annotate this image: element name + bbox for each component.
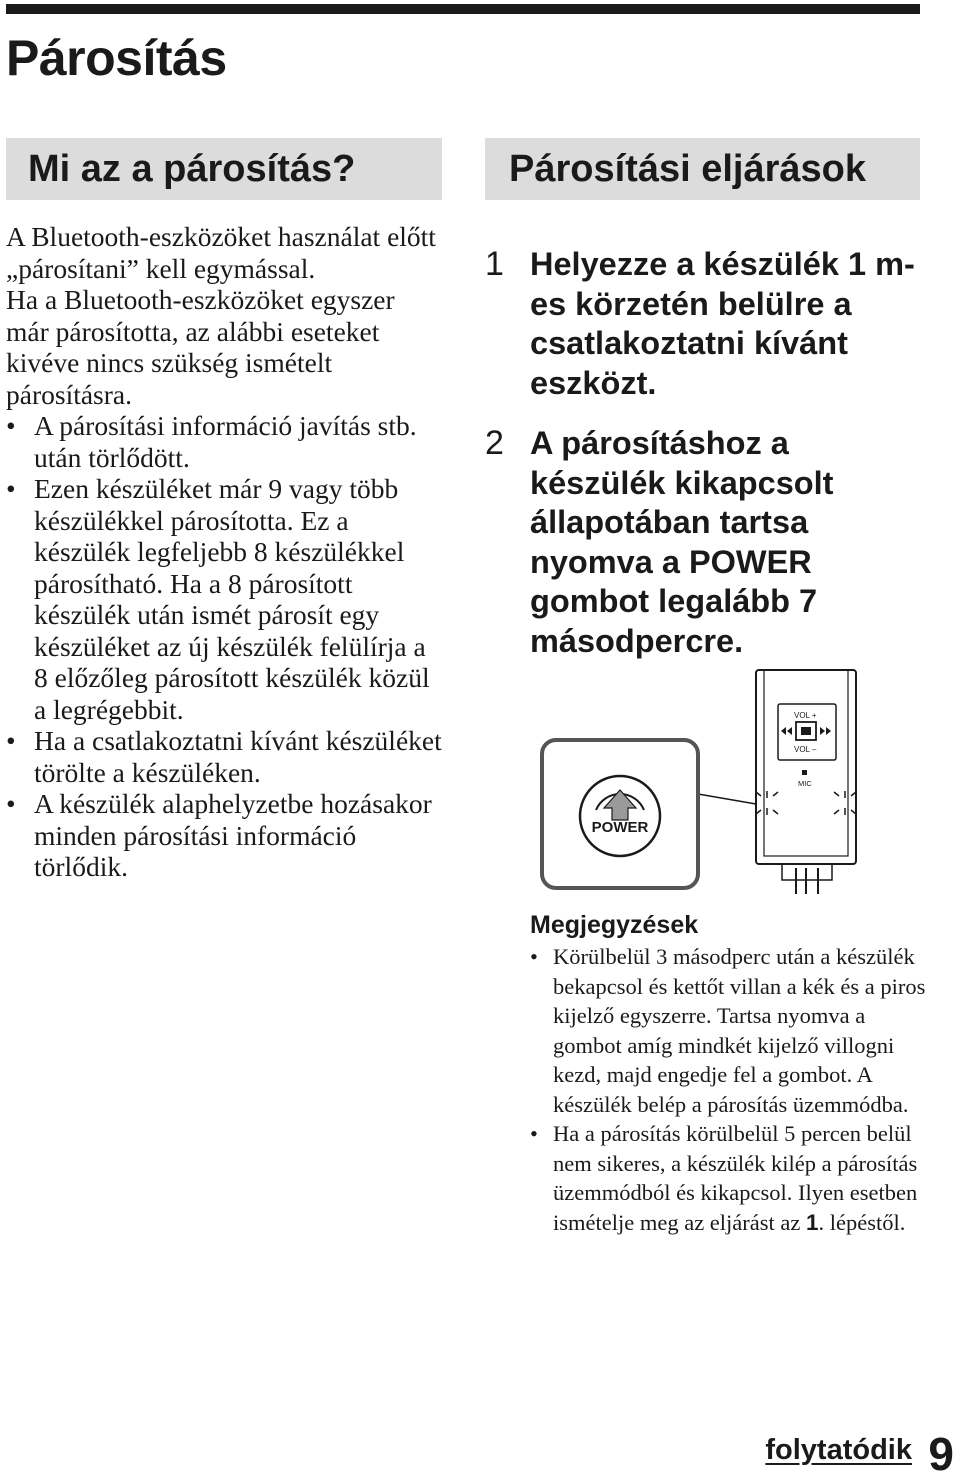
notes-title: Megjegyzések bbox=[530, 911, 699, 939]
list-item bbox=[530, 942, 930, 1119]
list-item bbox=[6, 725, 444, 788]
mic-icon bbox=[802, 770, 807, 775]
bullet-icon: • bbox=[6, 725, 16, 756]
list-item-text: Ezen készüléket már 9 vagy több készülékkel párosította. Ez a készülék legfeljebb 8 készülékkel párosítható. Ha a 8 párosított készülék után ismét párosít egy készüléket az új készülék felülírja a 8 előzőleg párosított készülék közül a legrégebbit. bbox=[34, 473, 430, 725]
mic-label: MIC bbox=[798, 779, 812, 788]
power-label: POWER bbox=[591, 819, 649, 836]
note-text: . lépéstől. bbox=[818, 1209, 906, 1235]
vol-minus-label: VOL – bbox=[794, 745, 817, 754]
intro-paragraph: A Bluetooth-eszközöket használat előtt „párosítani” kell egymással. bbox=[6, 221, 436, 284]
page-title: Párosítás bbox=[6, 30, 227, 86]
bullet-icon: • bbox=[6, 410, 16, 441]
list-item bbox=[6, 410, 444, 473]
bullet-icon: • bbox=[6, 788, 16, 819]
step-text: A párosításhoz a készülék kikapcsolt állapotában tartsa nyomva a POWER gombot legalább 7 másodpercre. bbox=[530, 425, 834, 659]
vol-plus-label: VOL + bbox=[794, 711, 817, 720]
intro-paragraph: Ha a Bluetooth-eszközöket egyszer már párosította, az alábbi eseteket kivéve nincs szükség ismételt párosításra. bbox=[6, 284, 395, 410]
step-reference: 1 bbox=[806, 1209, 819, 1235]
section-heading-pairing-procedures: Párosítási eljárások bbox=[485, 138, 920, 200]
list-item bbox=[6, 473, 444, 725]
list-item-text: Ha a csatlakoztatni kívánt készüléket törölte a készüléken. bbox=[34, 725, 442, 788]
left-column bbox=[6, 221, 444, 883]
notes-list bbox=[530, 942, 930, 1237]
step-number: 2 bbox=[485, 424, 504, 462]
bullet-icon: • bbox=[530, 1121, 538, 1146]
list-item-text: A készülék alaphelyzetbe hozásakor minden párosítási információ törlődik. bbox=[34, 788, 432, 882]
bullet-icon: • bbox=[530, 944, 538, 969]
top-rule bbox=[6, 4, 920, 14]
conditions-list bbox=[6, 410, 444, 883]
step-text: Helyezze a készülék 1 m-es körzetén belülre a csatlakoztatni kívánt eszközt. bbox=[530, 246, 915, 401]
callout-line bbox=[698, 794, 756, 804]
notes-section bbox=[530, 910, 930, 1237]
continued-label: folytatódik bbox=[765, 1434, 912, 1466]
section-heading-what-is-pairing: Mi az a párosítás? bbox=[6, 138, 442, 200]
power-button-illustration bbox=[530, 668, 870, 898]
list-item bbox=[6, 788, 444, 883]
list-item-text: A párosítási információ javítás stb. után törlődött. bbox=[34, 410, 417, 473]
step-number: 1 bbox=[485, 245, 504, 283]
list-item bbox=[530, 1119, 930, 1237]
note-text: Ha a párosítás körülbelül 5 percen belül nem sikeres, a készülék kilép a párosítás üzemmódból és kikapcsol. Ilyen esetben ismételje meg az eljárást az bbox=[553, 1121, 918, 1235]
page-number: 9 bbox=[928, 1428, 954, 1480]
bullet-icon: • bbox=[6, 473, 16, 504]
power-button-closeup bbox=[542, 740, 698, 888]
note-text: Körülbelül 3 másodperc után a készülék bekapcsol és kettőt villan a kék és a piros kijelző egyszerre. Tartsa nyomva a gombot amíg mindkét kijelző villogni kezd, majd engedje fel a gombot. A készülék belép a párosítás üzemmódba. bbox=[553, 944, 926, 1117]
